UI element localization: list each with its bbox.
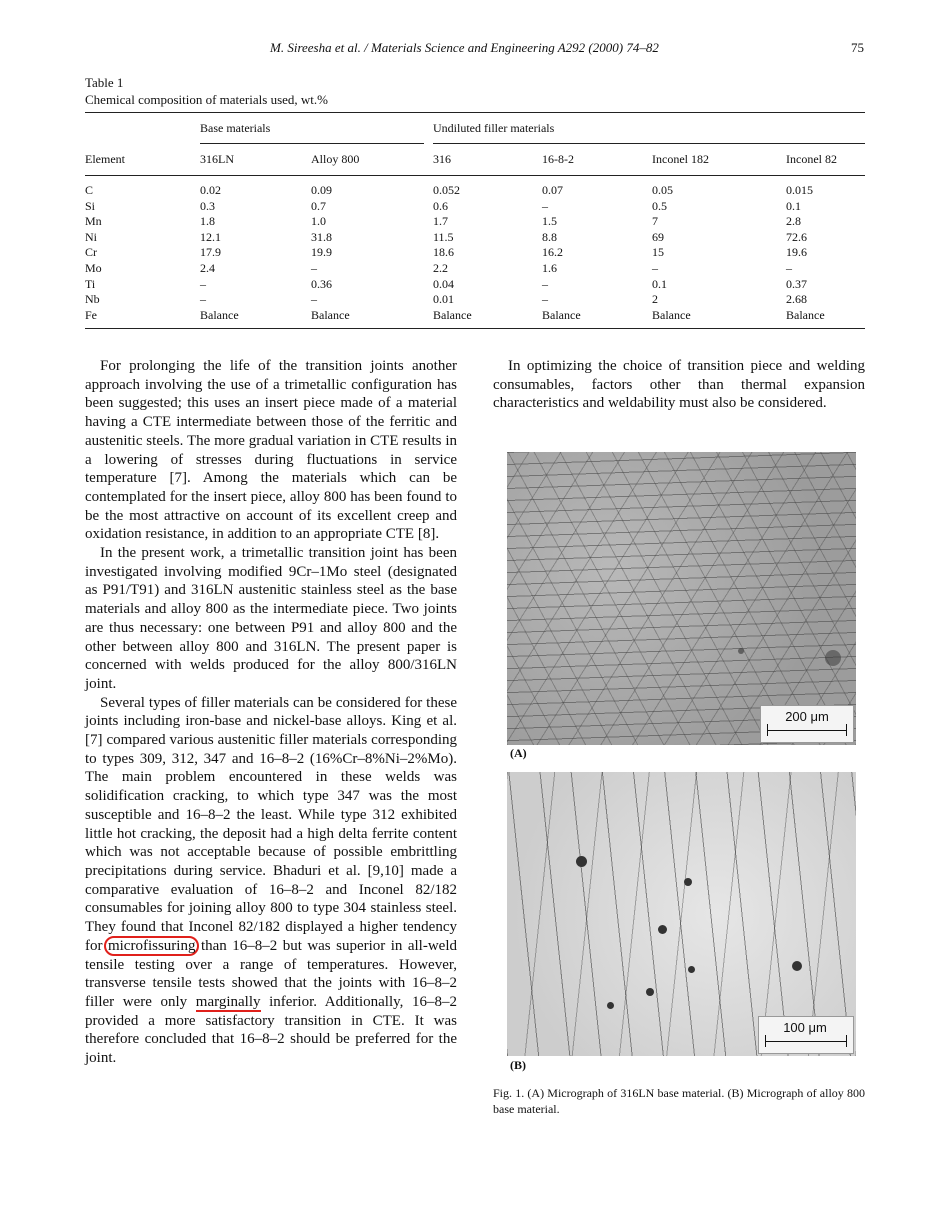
value-cell: 2.8 <box>786 214 801 229</box>
right-text-column <box>493 357 865 413</box>
column-header: Element <box>85 152 125 166</box>
value-cell: 16.2 <box>542 245 563 260</box>
scale-bar-b <box>758 1016 854 1054</box>
value-cell: Balance <box>433 307 472 322</box>
value-cell: 0.7 <box>311 198 326 213</box>
table-bottom-rule <box>85 328 865 329</box>
value-cell: 69 <box>652 229 664 244</box>
texture-spot <box>684 878 692 886</box>
scale-label: 200 μm <box>785 709 829 724</box>
paragraph-text: than 16–8–2 but was superior in all-weld tensile testing over a range of temperatures. However, transverse tensile tests showed that the joints with 16–8–2 filler were only <box>85 937 458 1010</box>
element-cell: Cr <box>85 245 97 260</box>
value-cell: 31.8 <box>311 229 332 244</box>
paragraph <box>85 694 457 1068</box>
page-number: 75 <box>851 40 864 55</box>
value-cell: 0.05 <box>652 183 673 197</box>
scale-bar-a <box>760 705 854 743</box>
table-row <box>85 245 865 261</box>
value-cell: 72.6 <box>786 229 807 244</box>
element-cell: Nb <box>85 292 100 307</box>
value-cell: 0.6 <box>433 198 448 213</box>
table-title: Chemical composition of materials used, wt.% <box>85 92 328 107</box>
element-cell: Fe <box>85 307 97 322</box>
paragraph: For prolonging the life of the transition joints another approach involving the use of a trimetallic configuration has been suggested; this uses an insert piece made of a material having a CTE intermediate between those of the ferritic and austenitic steels. The more gradual variation in CTE results in a lowering of stresses during fluctuations in service temperature [7]. Among the materials which can be contemplated for the insert piece, alloy 800 has been found to be the most attractive on account of its excellent creep and oxidation resistance, in addition to an appropriate CTE [8]. <box>85 358 457 543</box>
value-cell: Balance <box>200 307 239 322</box>
value-cell: 2.4 <box>200 261 215 275</box>
texture-spot <box>825 650 841 666</box>
table-row <box>85 183 865 199</box>
element-cell: Si <box>85 198 96 213</box>
scale-tick <box>846 724 847 736</box>
texture-spot <box>738 648 744 654</box>
value-cell: 19.9 <box>311 245 332 260</box>
value-cell: 12.1 <box>200 229 221 244</box>
value-cell: 1.8 <box>200 214 215 229</box>
value-cell: Balance <box>542 307 581 322</box>
table-row <box>85 230 865 246</box>
scale-line <box>767 730 847 731</box>
paragraph-text: Several types of filler materials can be considered for these joints including iron-base and nickel-base alloys. King et al. [7] compared various austenitic filler materials corresponding to types 309, 312, 347 and 16–8–2 (16%Cr–8%Ni–2%Mo). The main problem encountered in these welds was solidification cracking, to which type 347 was the most susceptible and 16–8–2 the least. While type 312 exhibited little hot cracking, the deposit had a high delta ferrite content which was not acceptable because of possible embrittling precipitations during service. Bhaduri et al. [9,10] made a comparative evaluation of 16–8–2 and Inconel 82/182 consumables for joining alloy 800 to type 304 stainless steel. They found that Inconel 82/182 displayed a higher tendency for <box>85 694 457 954</box>
column-header: Inconel 82 <box>786 152 837 166</box>
texture-spot <box>576 856 587 867</box>
value-cell: Balance <box>311 307 350 322</box>
value-cell: – <box>200 292 206 307</box>
circled-word-annotation: microfissuring <box>104 936 200 956</box>
left-text-column <box>85 357 457 1068</box>
element-cell: Mo <box>85 261 102 275</box>
value-cell: – <box>200 276 206 291</box>
paragraph: In the present work, a trimetallic transition joint has been investigated involving modified 9Cr–1Mo steel (designated as P91/T91) and 316LN austenitic stainless steel as the base materials and alloy 800 as the intermediate piece. Two joints are thus necessary: one between P91 and alloy 800 and the other between alloy 800 and 316LN. The present paper is concerned with welds produced for the alloy 800/316LN joint. <box>85 545 457 692</box>
element-cell: Mn <box>85 214 102 229</box>
column-header: 16-8-2 <box>542 152 574 166</box>
value-cell: – <box>542 198 548 213</box>
table-caption <box>85 74 328 108</box>
micrograph-316ln <box>507 452 856 745</box>
group-header-base: Base materials <box>200 121 271 135</box>
value-cell: 0.3 <box>200 198 215 213</box>
value-cell: – <box>311 292 317 307</box>
texture-spot <box>607 1002 614 1009</box>
paragraph-text: inferior. Additionally, 16–8–2 provided a more satisfactory transition in CTE. It was therefore concluded that 16–8–2 should be preferred for the joint. <box>85 993 457 1067</box>
value-cell: 2.68 <box>786 292 807 307</box>
value-cell: – <box>542 292 548 307</box>
value-cell: 0.04 <box>433 276 454 291</box>
value-cell: 0.07 <box>542 183 563 197</box>
panel-label-a: (A) <box>510 746 527 760</box>
column-header: 316LN <box>200 152 234 166</box>
texture-spot <box>792 961 802 971</box>
paragraph: In optimizing the choice of transition piece and welding consumables, factors other than thermal expansion characteristics and weldability must also be considered. <box>493 358 865 412</box>
value-cell: 2 <box>652 292 658 307</box>
value-cell: 2.2 <box>433 261 448 275</box>
scale-tick <box>765 1035 766 1047</box>
table-row <box>85 214 865 230</box>
table-row <box>85 308 865 324</box>
column-header: 316 <box>433 152 451 166</box>
value-cell: 0.052 <box>433 183 460 197</box>
table-row <box>85 277 865 293</box>
table-header-rule <box>85 175 865 176</box>
value-cell: 0.36 <box>311 276 332 291</box>
value-cell: 1.0 <box>311 214 326 229</box>
table-row <box>85 292 865 308</box>
value-cell: 0.02 <box>200 183 221 197</box>
texture-spot <box>646 988 654 996</box>
value-cell: Balance <box>652 307 691 322</box>
value-cell: 11.5 <box>433 229 454 244</box>
element-cell: Ti <box>85 276 96 291</box>
value-cell: 1.5 <box>542 214 557 229</box>
micrograph-alloy-800 <box>507 772 856 1056</box>
value-cell: 0.09 <box>311 183 332 197</box>
element-cell: C <box>85 183 94 197</box>
element-cell: Ni <box>85 229 97 244</box>
value-cell: – <box>311 261 317 275</box>
value-cell: – <box>786 261 792 275</box>
value-cell: 0.1 <box>786 198 801 213</box>
value-cell: 19.6 <box>786 245 807 260</box>
underlined-word-annotation: marginally <box>195 993 261 1010</box>
table-top-rule <box>85 112 865 113</box>
value-cell: 17.9 <box>200 245 221 260</box>
value-cell: 1.6 <box>542 261 557 275</box>
panel-label-b: (B) <box>510 1058 526 1072</box>
scale-tick <box>767 724 768 736</box>
scale-label: 100 μm <box>783 1020 827 1035</box>
group-rule-filler <box>433 143 865 144</box>
scale-tick <box>846 1035 847 1047</box>
table-row <box>85 261 865 277</box>
value-cell: 0.5 <box>652 198 667 213</box>
value-cell: 0.015 <box>786 183 813 197</box>
value-cell: 0.37 <box>786 276 807 291</box>
value-cell: – <box>542 276 548 291</box>
table-row <box>85 199 865 215</box>
texture-spot <box>658 925 667 934</box>
figure-caption: Fig. 1. (A) Micrograph of 316LN base material. (B) Micrograph of alloy 800 base material. <box>493 1086 865 1116</box>
value-cell: – <box>652 261 658 275</box>
value-cell: 8.8 <box>542 229 557 244</box>
column-header: Inconel 182 <box>652 152 709 166</box>
scale-line <box>765 1041 847 1042</box>
texture-spot <box>688 966 695 973</box>
value-cell: 1.7 <box>433 214 448 229</box>
value-cell: 0.01 <box>433 292 454 307</box>
journal-citation: M. Sireesha et al. / Materials Science and Engineering A292 (2000) 74–82 <box>270 40 659 55</box>
value-cell: 15 <box>652 245 664 260</box>
group-header-filler: Undiluted filler materials <box>433 121 555 135</box>
value-cell: Balance <box>786 307 825 322</box>
group-rule-base <box>200 143 424 144</box>
column-header: Alloy 800 <box>311 152 360 166</box>
value-cell: 0.1 <box>652 276 667 291</box>
value-cell: 18.6 <box>433 245 454 260</box>
value-cell: 7 <box>652 214 658 229</box>
table-label: Table 1 <box>85 75 124 90</box>
